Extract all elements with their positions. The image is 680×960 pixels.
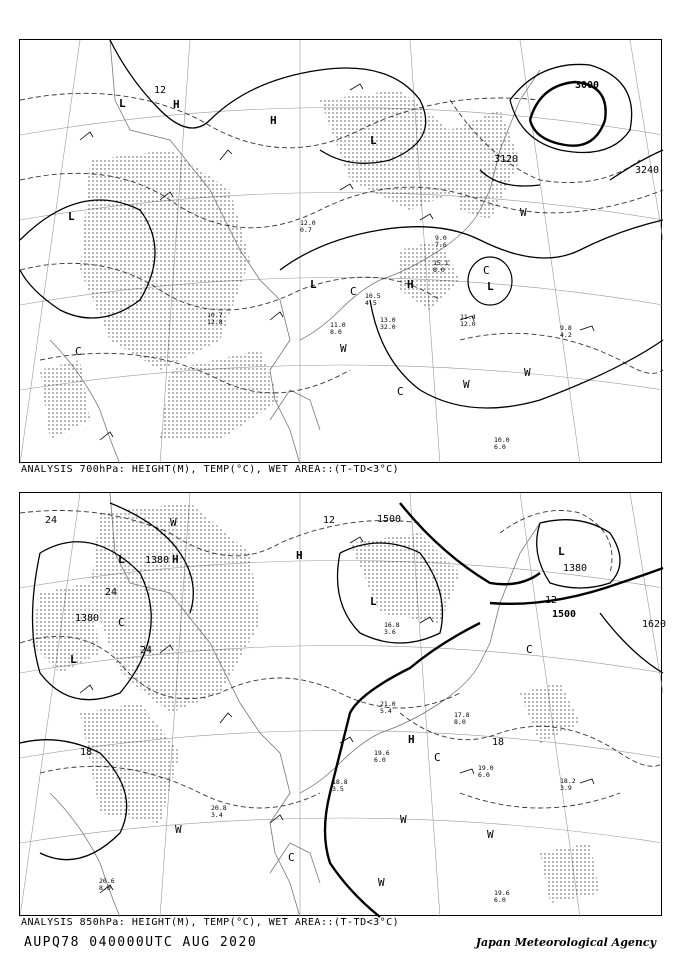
pressure-system-marker: W xyxy=(520,206,527,219)
contour-label: 12 xyxy=(323,515,336,526)
contour-label: 24 xyxy=(140,645,153,656)
pressure-system-marker: C xyxy=(288,851,295,864)
pressure-system-marker: L xyxy=(70,653,77,666)
station-value: 16.8 3.6 xyxy=(384,621,400,636)
pressure-system-marker: W xyxy=(463,378,470,391)
pressure-system-marker: L xyxy=(119,97,126,110)
low-3000-contour xyxy=(530,82,606,146)
contour-label: 18 xyxy=(80,747,93,758)
contour-label: 1500 xyxy=(552,609,577,620)
agency-name: Japan Meteorological Agency xyxy=(475,936,656,949)
station-value: 15.1 8.0 xyxy=(433,259,449,274)
pressure-system-marker: W xyxy=(340,342,347,355)
pressure-system-marker: L xyxy=(68,210,75,223)
map-panel-850hpa xyxy=(19,492,667,916)
chart-code: AUPQ78 040000UTC AUG 2020 xyxy=(24,935,258,950)
pressure-system-marker: H xyxy=(173,98,180,111)
pressure-system-marker: W xyxy=(170,516,177,529)
map-850-svg xyxy=(20,493,667,917)
station-value: 12.0 0.7 xyxy=(300,219,316,234)
pressure-system-marker: L xyxy=(310,278,317,291)
contour-label: 24 xyxy=(105,587,118,598)
station-value: 11.0 8.0 xyxy=(330,321,346,336)
pressure-system-marker: H xyxy=(172,553,179,566)
wet-areas xyxy=(30,503,600,903)
contour-label: 1380 xyxy=(75,613,100,624)
contour-label: 3000 xyxy=(575,80,600,91)
contour-label: 24 xyxy=(45,515,58,526)
pressure-system-marker: C xyxy=(75,345,82,358)
pressure-system-marker: W xyxy=(400,813,407,826)
station-value: 17.8 8.0 xyxy=(454,711,470,726)
contour-label: 1500 xyxy=(377,514,402,525)
pressure-system-marker: L xyxy=(487,280,494,293)
pressure-system-marker: C xyxy=(118,616,125,629)
station-value: 19.0 6.0 xyxy=(478,764,494,779)
panel-caption-700hpa: ANALYSIS 700hPa: HEIGHT(M), TEMP(°C), WET AREA::(T-TD<3°C) xyxy=(21,464,400,475)
station-value: 10.0 6.0 xyxy=(494,436,510,451)
station-value: 9.8 4.2 xyxy=(560,324,572,339)
station-value: 13.0 32.0 xyxy=(380,316,396,331)
pressure-system-marker: W xyxy=(524,366,531,379)
pressure-system-marker: W xyxy=(378,876,385,889)
contour-label: 12 xyxy=(154,85,167,96)
station-value: 19.6 6.0 xyxy=(374,749,390,764)
pressure-system-marker: H xyxy=(296,549,303,562)
pressure-system-marker: L xyxy=(118,553,125,566)
pressure-system-marker: C xyxy=(483,264,490,277)
map-panel-700hpa xyxy=(19,39,662,463)
contour-label: 1380 xyxy=(563,563,588,574)
station-value: 10.7 12.8 xyxy=(207,311,223,326)
panel-caption-850hpa: ANALYSIS 850hPa: HEIGHT(M), TEMP(°C), WET AREA::(T-TD<3°C) xyxy=(21,917,400,928)
contour-label: 1620 xyxy=(642,619,667,630)
station-value: 10.5 4.5 xyxy=(365,292,381,307)
station-value: 18.2 3.9 xyxy=(560,777,576,792)
station-value: 19.6 6.0 xyxy=(494,889,510,904)
pressure-system-marker: W xyxy=(487,828,494,841)
station-value: 20.6 8.0 xyxy=(99,877,115,892)
pressure-system-marker: C xyxy=(397,385,404,398)
station-value: 18.8 3.5 xyxy=(332,778,348,793)
pressure-system-marker: H xyxy=(408,733,415,746)
pressure-system-marker: W xyxy=(175,823,182,836)
pressure-system-marker: C xyxy=(434,751,441,764)
map-700-svg xyxy=(20,40,663,464)
station-value: 20.8 3.4 xyxy=(211,804,227,819)
station-value: 11.4 12.0 xyxy=(460,313,476,328)
contour-label: 3240 xyxy=(635,165,660,176)
pressure-system-marker: L xyxy=(370,134,377,147)
pressure-system-marker: H xyxy=(407,278,414,291)
pressure-system-marker: L xyxy=(370,595,377,608)
pressure-system-marker: C xyxy=(350,285,357,298)
pressure-system-marker: H xyxy=(270,114,277,127)
contour-label: 18 xyxy=(492,737,505,748)
station-value: 9.0 7.6 xyxy=(435,234,447,249)
pressure-system-marker: L xyxy=(558,545,565,558)
contour-label: 3120 xyxy=(494,154,519,165)
pressure-system-marker: C xyxy=(526,643,533,656)
station-value: 21.0 5.4 xyxy=(380,700,396,715)
contour-label: 1380 xyxy=(145,555,170,566)
contour-label: 12 xyxy=(545,595,558,606)
